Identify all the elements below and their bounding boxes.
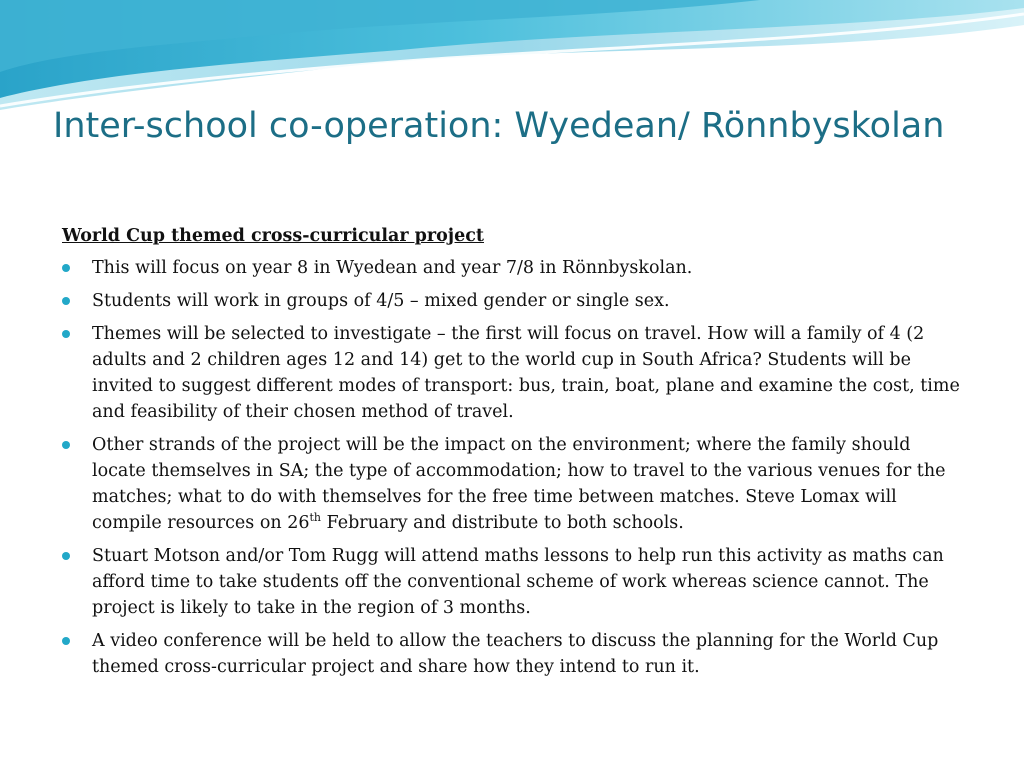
bullet-text: A video conference will be held to allow the teachers to discuss the planning for the World Cup themed cross-curricular project and share how they intend to run it. <box>92 631 939 677</box>
bullet-item <box>62 543 962 621</box>
bullet-item <box>62 432 962 536</box>
ordinal-superscript: th <box>309 511 321 525</box>
bullet-text-part: February and distribute to both schools. <box>320 513 684 533</box>
bullet-text-part: Other strands of the project will be the impact on the environment; where the family should locate themselves in SA; the type of accommodation; how to travel to the various venues for the matches; what to do with themselves for the free time between matches. Steve Lomax will compile resources on 26 <box>92 435 946 533</box>
slide-subheading: World Cup themed cross-curricular project <box>62 226 484 246</box>
bullet-item <box>62 628 962 680</box>
slide-content <box>62 223 962 687</box>
bullet-dot-icon <box>62 637 70 645</box>
bullet-dot-icon <box>62 264 70 272</box>
bullet-item <box>62 321 962 425</box>
bullet-item <box>62 288 962 314</box>
bullet-text: Themes will be selected to investigate – the first will focus on travel. How will a family of 4 (2 adults and 2 children ages 12 and 14) get to the world cup in South Africa? Students will be invited to suggest different modes of transport: bus, train, boat, plane and examine the cost, time and feasibility of their chosen method of travel. <box>92 324 960 422</box>
bullet-dot-icon <box>62 297 70 305</box>
bullet-text: Students will work in groups of 4/5 – mixed gender or single sex. <box>92 291 670 311</box>
slide-title: Inter-school co-operation: Wyedean/ Rönnbyskolan <box>53 106 945 146</box>
bullet-dot-icon <box>62 330 70 338</box>
bullet-item <box>62 255 962 281</box>
bullet-dot-icon <box>62 441 70 449</box>
bullet-text: This will focus on year 8 in Wyedean and year 7/8 in Rönnbyskolan. <box>92 258 693 278</box>
bullet-text: Stuart Motson and/or Tom Rugg will attend maths lessons to help run this activity as maths can afford time to take students off the conventional scheme of work whereas science cannot. The project is likely to take in the region of 3 months. <box>92 546 944 618</box>
bullet-list <box>62 255 962 680</box>
bullet-dot-icon <box>62 552 70 560</box>
